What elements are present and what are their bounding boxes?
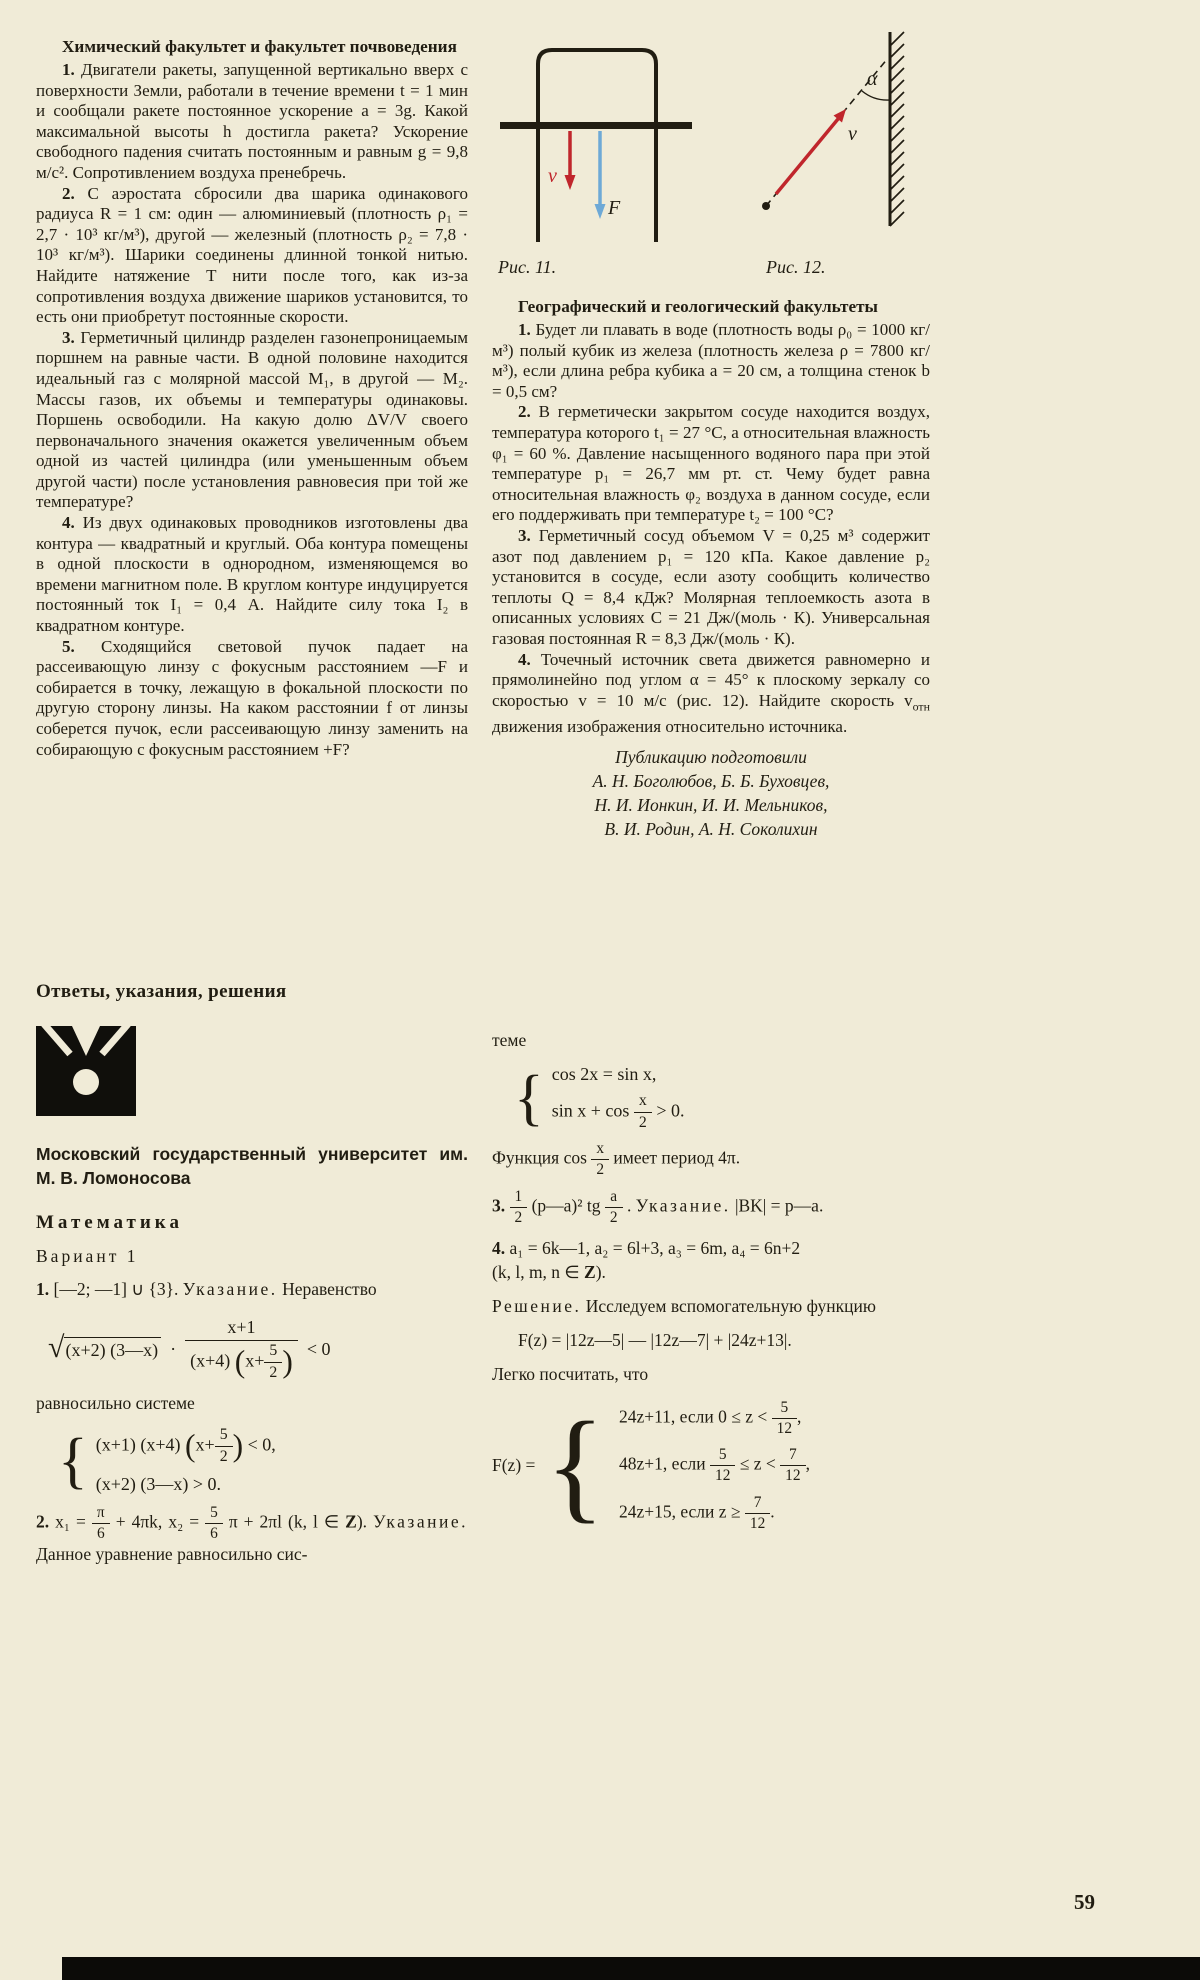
system-2: [514, 1064, 930, 1131]
rod-bar: [500, 122, 692, 129]
integer-set-symbol: Z: [584, 1261, 596, 1282]
solution-4: 4. a₁ = 6k—1, a₂ = 6l+3, a₃ = 6m, a₄ = 6n+2 (k, l, m, n ∈ Z).: [492, 1237, 801, 1282]
msu-math-section: [36, 1026, 468, 1566]
fig11-diagram: [496, 28, 696, 242]
fraction: $\frac{5}{12}$: [772, 1400, 797, 1437]
credits-block: [492, 745, 930, 841]
source-point: [762, 202, 770, 210]
nested-fraction: $\frac{5}{2}$: [215, 1427, 233, 1465]
credit-line: А. Н. Боголюбов, Б. Б. Буховцев,: [592, 771, 830, 792]
scan-edge-bar: [62, 1957, 1200, 1980]
sqrt-expression: √ (x+2) (3—x): [48, 1337, 161, 1361]
figures-row: [496, 28, 930, 282]
right-column-top: [492, 28, 930, 841]
system-row: (x+1) (x+4) (x+ $\frac{5}{2}$ ) < 0,: [95, 1426, 276, 1465]
inequality-formula: [48, 1317, 468, 1381]
fraction: $\frac{x}{2}$: [634, 1093, 652, 1131]
easy-line: Легко посчитать, что: [492, 1363, 649, 1384]
problem-paragraph: 1. Будет ли плавать в воде (плотность воды ρ₀ = 1000 кг/м³) полый кубик из железа (плотность железа ρ = 7800 кг/м³), если длина ребра кубика a = 20 см, а толщина стенок b = 0,5 см?: [492, 320, 930, 401]
figure-12: [750, 28, 922, 282]
system-brace: {: [58, 1426, 88, 1495]
problem-paragraph: 3. Герметичный цилиндр разделен газонепроницаемым поршнем на равные части. В одной половине находится идеальный газ с молярной массой M₁, в другой — M₂. Массы газов, их объемы и температуры одинаковы. Поршень освободили. На какую долю ΔV/V своего первоначального значения окажется увеличенным объем одной из частей цилиндра (или уменьшенным объем другой части) после установления равновесия при той же температуре?: [36, 327, 468, 512]
fraction: $\frac{5}{6}$: [205, 1505, 223, 1542]
velocity-label: v: [548, 165, 557, 187]
system-brace: {: [514, 1063, 544, 1132]
piecewise-row: 24z+15, если z ≥ $\frac{7}{12}$ .: [618, 1493, 775, 1532]
fraction: $\frac{7}{12}$: [780, 1447, 805, 1484]
angle-arc: [862, 91, 890, 100]
credit-line: В. И. Родин, А. Н. Соколихин: [604, 819, 818, 840]
page-number: 59: [1074, 1890, 1095, 1914]
chemistry-heading: Химический факультет и факультет почвоведения: [62, 37, 457, 56]
continuation-word: теме: [492, 1030, 527, 1050]
piecewise-brace: {: [545, 1397, 605, 1535]
system-row: (x+2) (3—x) > 0.: [95, 1473, 222, 1494]
fraction: $\frac{x}{2}$: [591, 1141, 609, 1178]
geography-heading: Географический и геологический факультеты: [518, 297, 878, 316]
velocity-label: v: [848, 123, 857, 145]
solution-label-line: Решение. Исследуем вспомогательную функцию: [492, 1295, 876, 1316]
credits-intro: Публикацию подготовили: [615, 747, 807, 768]
piecewise-row: 24z+11, если 0 ≤ z < $\frac{5}{12}$ ,: [618, 1398, 802, 1438]
fig12-diagram: [750, 28, 922, 242]
radical-sign: √: [48, 1331, 65, 1365]
relation-sign: < 0: [306, 1338, 331, 1359]
solution-1: 1. [—2; —1] ∪ {3}. Указание. Неравенство: [36, 1279, 377, 1299]
problem-paragraph: 1. Двигатели ракеты, запущенной вертикально вверх с поверхности Земли, работали в течение времени t = 1 мин и сообщали ракете постоянное ускорение a = 3g. Какой максимальной высоты h достигла ракета? Ускорение свободного падения считать постоянным и равным g = 9,8 м/с². Сопротивлением воздуха пренебречь.: [36, 60, 468, 182]
university-name: Московский государственный университет им. М. В. Ломоносова: [36, 1144, 468, 1188]
problem-4-paragraph: 4. Точечный источник света движется равномерно и прямолинейно под углом α = 45° к плоскому зеркалу со скоростью v = 10 м/с (рис. 12). Найдите скорость $v_{отн}$ движения изображения относительно источника.: [492, 649, 930, 736]
velocity-arrow: [776, 119, 838, 194]
fraction: $\frac{\pi}{6}$: [92, 1505, 110, 1542]
nested-fraction: $\frac{5}{2}$: [264, 1343, 282, 1381]
f-definition: F(z) = |12z—5| — |12z—7| + |24z+13|.: [518, 1329, 792, 1350]
force-arrowhead: [595, 204, 606, 219]
equivalence-line: равносильно системе: [36, 1393, 195, 1414]
multiplication-dot: ·: [170, 1338, 177, 1359]
solution-2: 2. x₁ = $\frac{\pi}{6}$ + 4πk, x₂ = $\frac{5}{6}$ π + 2πl (k, l ∈ Z). Указание. Данное уравнение равносильно сис-: [36, 1503, 468, 1564]
system-row: sin x + cos $\frac{x}{2}$ > 0.: [551, 1092, 685, 1131]
problem-paragraph: 4. Из двух одинаковых проводников изготовлены два контура — квадратный и круглый. Оба контура помещены в одной плоскости в однородном, изменяющемся во времени магнитном поле. В круглом контуре индуцируется постоянный ток I₁ = 0,4 А. Найдите силу тока I₂ в квадратном контуре.: [36, 513, 468, 636]
variant-heading: Вариант 1: [36, 1246, 139, 1266]
integer-set-symbol: Z: [345, 1511, 357, 1532]
wall-hatching: [890, 32, 904, 226]
piecewise-row: 48z+1, если $\frac{5}{12}$ ≤ z < $\frac{7}{12}$ ,: [618, 1446, 810, 1485]
main-fraction: x+1 (x+4) (x+ $\frac{5}{2}$ ): [185, 1317, 298, 1381]
fig11-caption: Рис. 11.: [498, 257, 557, 277]
piecewise-block: [492, 1397, 930, 1535]
system-1: [58, 1427, 468, 1494]
vrel-subscript: отн: [912, 699, 930, 714]
velocity-arrowhead: [565, 175, 576, 190]
frame-outline: [538, 50, 656, 242]
credit-line: Н. И. Ионкин, И. И. Мельников,: [594, 795, 828, 816]
subject-heading: Математика: [36, 1212, 183, 1233]
logo-circle: [73, 1069, 99, 1095]
piecewise-lhs: F(z) =: [492, 1455, 536, 1476]
force-label: F: [608, 197, 621, 219]
chemistry-section: [36, 36, 468, 760]
fraction: $\frac{a}{2}$: [605, 1189, 623, 1226]
answers-heading: Ответы, указания, решения: [36, 981, 287, 1002]
answers-right-column: [492, 1028, 930, 1535]
fraction: $\frac{7}{12}$: [745, 1495, 770, 1532]
problem-paragraph: 3. Герметичный сосуд объемом V = 0,25 м³ содержит азот под давлением p₁ = 120 кПа. Какое давление p₂ установится в сосуде, если азоту сообщить количество теплоты Q = 8,4 кДж? Молярная теплоемкость азота в описанных условиях C = 21 Дж/(моль · К). Универсальная газовая постоянная R = 8,3 Дж/(моль · К).: [492, 525, 930, 648]
problem-paragraph: 2. С аэростата сбросили два шарика одинакового радиуса R = 1 см: один — алюминиевый (плотность ρ₁ = 2,7 · 10³ кг/м³), другой — железный (плотность ρ₂ = 7,8 · 10³ кг/м³). Шарики соединены длинной тонкой нитью. Найдите натяжение T нити после того, как из-за сопротивления воздуха движение шариков установится, то есть они приобретут постоянные скорости.: [36, 183, 468, 327]
problem-paragraph: 5. Сходящийся световой пучок падает на рассеивающую линзу с фокусным расстоянием —F и собирается в точку, лежащую в фокальной плоскости по другую сторону линзы. На каком расстоянии f от линзы соберется пучок, если рассеивающую линзу заменить на собирающую с фокусным расстоянием +F?: [36, 636, 468, 759]
fig12-caption: Рис. 12.: [766, 257, 826, 277]
system-row: cos 2x = sin x,: [551, 1064, 657, 1084]
problem-paragraph: 2. В герметически закрытом сосуде находится воздух, температура которого t₁ = 27 °C, а относительная влажность φ₁ = 60 %. Давление насыщенного водяного пара при этой температуре p₁ = 26,7 мм рт. ст. Чему будет равна относительная влажность φ₂ воздуха в данном сосуде, если его поддерживать при температуре t₂ = 100 °C?: [492, 402, 930, 525]
msu-logo: [36, 1026, 136, 1116]
figure-11: [496, 28, 696, 282]
solution-3: 3. $\frac{1}{2}$ (p—a)² tg $\frac{a}{2}$ . Указание. |BK| = p—a.: [492, 1187, 824, 1226]
alpha-label: α: [867, 68, 878, 90]
hint-label: Указание.: [635, 1195, 731, 1216]
period-line: Функция cos $\frac{x}{2}$ имеет период 4π.: [492, 1140, 741, 1179]
hint-label: Указание.: [182, 1279, 278, 1299]
fraction: $\frac{5}{12}$: [710, 1447, 735, 1484]
solution-label: Решение.: [492, 1295, 582, 1316]
fraction: $\frac{1}{2}$: [510, 1189, 528, 1226]
hint-label: Указание.: [373, 1511, 468, 1532]
